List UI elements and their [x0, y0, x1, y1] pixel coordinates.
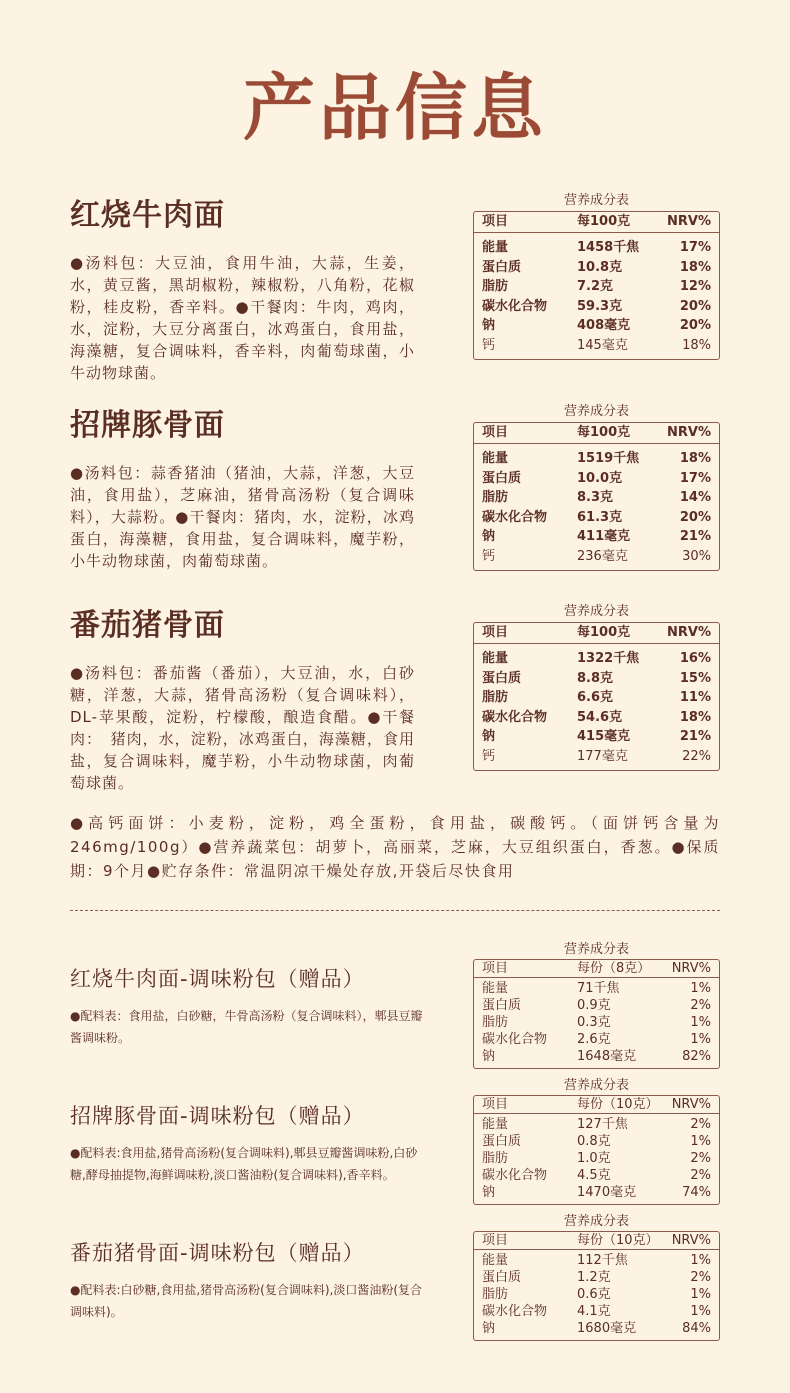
nutrition-row — [474, 1252, 719, 1269]
nutrient-nrv: 1% — [690, 1304, 711, 1319]
nutrition-title: 营养成分表 — [563, 1078, 629, 1093]
nutrient-amount: 0.8克 — [577, 1134, 611, 1149]
nutrient-amount: 8.3克 — [577, 490, 614, 505]
nutrient-name: 脂肪 — [482, 1287, 509, 1302]
nutrient-name: 脂肪 — [482, 1151, 509, 1166]
packet-name: 红烧牛肉面-调味粉包 — [70, 967, 277, 991]
nutrient-nrv: 21% — [679, 529, 711, 544]
nutrition-row — [474, 1303, 719, 1320]
header-nrv: NRV% — [667, 625, 711, 640]
header-per: 每100克 — [577, 625, 631, 640]
nutrient-name: 钠 — [482, 1049, 496, 1064]
nutrient-amount: 1.2克 — [577, 1270, 611, 1285]
nutrition-row — [474, 1320, 719, 1337]
nutrient-amount: 1458千焦 — [577, 240, 640, 255]
nutrient-name: 能量 — [482, 451, 509, 466]
nutrient-name: 碳水化合物 — [482, 1304, 548, 1319]
nutrient-name: 碳水化合物 — [482, 709, 548, 725]
nutrition-row — [474, 747, 719, 767]
nutrient-nrv: 1% — [690, 981, 711, 996]
nutrient-nrv: 20% — [679, 298, 711, 314]
product-name: 番茄猪骨面 — [70, 608, 225, 643]
nutrition-row — [474, 1031, 719, 1048]
nutrient-name: 脂肪 — [482, 490, 509, 505]
nutrient-nrv: 11% — [679, 690, 711, 705]
nutrient-amount: 1470毫克 — [577, 1185, 637, 1200]
nutrient-nrv: 1% — [690, 1134, 711, 1149]
nutrient-amount: 4.5克 — [577, 1168, 611, 1183]
nutrition-row — [474, 258, 719, 278]
product-ingredients: ●汤料包：蒜香猪油（猪油，大蒜，洋葱，大豆油，食用盐），芝麻油，猪骨高汤粉（复合调味料），大蒜粉。●干餐肉：猪肉，水，淀粉，冰鸡蛋白，海藻糖，食用盐，复合调味料，魔芋粉，小牛动物球菌，肉葡萄球菌。 — [70, 464, 415, 570]
nutrition-header-row — [474, 1096, 719, 1114]
nutrient-nrv: 16% — [679, 651, 711, 666]
header-item: 项目 — [482, 1233, 509, 1248]
packet-nutrition-table-3 — [473, 1213, 720, 1341]
nutrient-nrv: 18% — [679, 451, 711, 466]
nutrient-amount: 127千焦 — [577, 1117, 628, 1132]
header-nrv: NRV% — [671, 1233, 711, 1248]
nutrient-nrv: 2% — [690, 1151, 711, 1166]
nutrient-name: 脂肪 — [482, 690, 509, 705]
general-info: ●高钙面饼：小麦粉，淀粉，鸡全蛋粉，食用盐，碳酸钙。（面饼钙含量为246mg/100g）●营养蔬菜包：胡萝卜，高丽菜，芝麻，大豆组织蛋白，香葱。●保质期：9个月●贮存条件：常温阴凉干燥处存放,开袋后尽快食用 — [70, 814, 720, 880]
header-item: 项目 — [482, 1097, 509, 1112]
nutrition-header-row — [474, 623, 719, 644]
nutrient-amount: 145毫克 — [577, 337, 628, 353]
nutrition-row — [474, 547, 719, 567]
nutrient-amount: 177毫克 — [577, 748, 628, 764]
nutrition-table-1 — [473, 191, 720, 360]
nutrient-amount: 10.0克 — [577, 470, 623, 486]
product-name: 招牌豚骨面 — [70, 408, 225, 443]
product-section-2 — [70, 400, 415, 572]
nutrient-name: 钠 — [482, 318, 496, 333]
nutrient-amount: 0.9克 — [577, 998, 611, 1013]
nutrient-nrv: 18% — [679, 709, 711, 725]
nutrition-title: 营养成分表 — [563, 942, 629, 957]
nutrient-nrv: 2% — [690, 1168, 711, 1183]
nutrition-row — [474, 508, 719, 528]
nutrient-nrv: 20% — [679, 318, 711, 333]
nutrition-row — [474, 727, 719, 747]
nutrition-header-row — [474, 1232, 719, 1250]
nutrition-row — [474, 488, 719, 508]
nutrient-amount: 54.6克 — [577, 709, 623, 725]
nutrient-amount: 10.8克 — [577, 259, 623, 275]
nutrient-name: 蛋白质 — [482, 1134, 522, 1149]
nutrient-nrv: 1% — [690, 1032, 711, 1047]
nutrition-title: 营养成分表 — [563, 404, 629, 419]
packet-name: 番茄猪骨面-调味粉包 — [70, 1241, 277, 1265]
packet-ingredients: ●配料表：食用盐，白砂糖，牛骨高汤粉（复合调味料），郫县豆瓣酱调味粉。 — [70, 1009, 423, 1045]
nutrient-name: 脂肪 — [482, 1015, 509, 1030]
nutrient-nrv: 1% — [690, 1287, 711, 1302]
nutrient-nrv: 2% — [690, 998, 711, 1013]
nutrition-row — [474, 669, 719, 689]
nutrient-name: 蛋白质 — [482, 670, 522, 686]
header-per: 每份（10克） — [577, 1097, 659, 1112]
packet-nutrition-table-2 — [473, 1077, 720, 1205]
nutrient-name: 钙 — [482, 548, 496, 564]
nutrient-nrv: 17% — [679, 240, 711, 255]
product-section-3 — [70, 600, 415, 794]
header-per: 每份（10克） — [577, 1233, 659, 1248]
product-name: 红烧牛肉面 — [70, 198, 225, 233]
header-nrv: NRV% — [667, 214, 711, 229]
nutrient-name: 碳水化合物 — [482, 298, 548, 314]
nutrient-amount: 112千焦 — [577, 1253, 628, 1268]
nutrient-amount: 1519千焦 — [577, 451, 640, 466]
product-ingredients: ●汤料包：大豆油，食用牛油，大蒜，生姜，水，黄豆酱，黑胡椒粉，辣椒粉，八角粉，花椒粉，桂皮粉，香辛料。●干餐肉：牛肉，鸡肉，水，淀粉，大豆分离蛋白，冰鸡蛋白，食用盐，海藻糖，复合调味料，香辛料，肉葡萄球菌，小牛动物球菌。 — [70, 254, 415, 382]
nutrient-amount: 8.8克 — [577, 670, 614, 686]
header-per: 每份（8克） — [577, 961, 651, 976]
nutrient-amount: 4.1克 — [577, 1304, 611, 1319]
nutrient-name: 蛋白质 — [482, 259, 522, 275]
nutrition-row — [474, 1133, 719, 1150]
nutrient-name: 蛋白质 — [482, 470, 522, 486]
nutrient-name: 蛋白质 — [482, 1270, 522, 1285]
nutrient-nrv: 20% — [679, 509, 711, 525]
nutrition-row — [474, 1048, 719, 1065]
nutrient-name: 能量 — [482, 1253, 509, 1268]
nutrition-row — [474, 1014, 719, 1031]
nutrient-nrv: 12% — [679, 279, 711, 294]
nutrition-title: 营养成分表 — [563, 604, 629, 619]
nutrient-amount: 1680毫克 — [577, 1321, 637, 1336]
nutrient-name: 能量 — [482, 651, 509, 666]
packet-name-line — [70, 1237, 430, 1267]
nutrient-amount: 7.2克 — [577, 279, 614, 294]
nutrient-nrv: 14% — [679, 490, 711, 505]
packet-ingredients: ●配料表:食用盐,猪骨高汤粉(复合调味料),郫县豆瓣酱调味粉,白砂糖,酵母抽提物,海鲜调味粉,淡口酱油粉(复合调味料),香辛料。 — [70, 1146, 418, 1182]
nutrient-name: 钠 — [482, 1321, 496, 1336]
nutrition-row — [474, 1116, 719, 1133]
nutrient-amount: 71千焦 — [577, 981, 620, 996]
nutrient-amount: 2.6克 — [577, 1032, 611, 1047]
nutrient-amount: 59.3克 — [577, 298, 623, 314]
nutrition-row — [474, 277, 719, 297]
nutrient-name: 蛋白质 — [482, 998, 522, 1013]
nutrient-nrv: 84% — [682, 1321, 711, 1336]
packet-nutrition-table-1 — [473, 941, 720, 1069]
nutrient-name: 碳水化合物 — [482, 1032, 548, 1047]
nutrition-header-row — [474, 212, 719, 233]
nutrient-amount: 6.6克 — [577, 690, 614, 705]
nutrient-nrv: 2% — [690, 1270, 711, 1285]
nutrition-row — [474, 688, 719, 708]
nutrition-title: 营养成分表 — [563, 1214, 629, 1229]
nutrient-name: 钙 — [482, 337, 496, 353]
packet-ingredients: ●配料表:白砂糖,食用盐,猪骨高汤粉(复合调味料),淡口酱油粉(复合调味料)。 — [70, 1283, 423, 1319]
nutrient-nrv: 15% — [679, 670, 711, 686]
nutrition-header-row — [474, 960, 719, 978]
header-item: 项目 — [482, 214, 509, 229]
nutrient-name: 能量 — [482, 1117, 509, 1132]
nutrition-row — [474, 980, 719, 997]
header-per: 每100克 — [577, 214, 631, 229]
nutrient-name: 钠 — [482, 729, 496, 744]
nutrition-row — [474, 997, 719, 1014]
nutrient-amount: 236毫克 — [577, 548, 628, 564]
nutrient-nrv: 18% — [679, 259, 711, 275]
page-title: 产品信息 — [242, 66, 547, 150]
header-nrv: NRV% — [671, 1097, 711, 1112]
seasoning-packet-3 — [70, 1237, 430, 1323]
header-nrv: NRV% — [671, 961, 711, 976]
nutrition-table-3 — [473, 602, 720, 771]
nutrition-title: 营养成分表 — [563, 193, 629, 208]
header-per: 每100克 — [577, 425, 631, 440]
nutrition-table-2 — [473, 402, 720, 571]
nutrient-name: 能量 — [482, 981, 509, 996]
nutrient-nrv: 2% — [690, 1117, 711, 1132]
nutrient-name: 脂肪 — [482, 279, 509, 294]
nutrition-row — [474, 1167, 719, 1184]
nutrition-row — [474, 1269, 719, 1286]
nutrition-row — [474, 336, 719, 356]
nutrition-row — [474, 469, 719, 489]
nutrient-nrv: 82% — [682, 1049, 711, 1064]
nutrition-header-row — [474, 423, 719, 444]
nutrition-row — [474, 1286, 719, 1303]
nutrient-name: 碳水化合物 — [482, 509, 548, 525]
nutrient-name: 能量 — [482, 240, 509, 255]
nutrient-nrv: 21% — [679, 729, 711, 744]
nutrient-nrv: 1% — [690, 1015, 711, 1030]
product-ingredients: ●汤料包：番茄酱（番茄），大豆油，水，白砂糖，洋葱，大蒜，猪骨高汤粉（复合调味料），DL-苹果酸，淀粉，柠檬酸，酿造食醋。●干餐肉： 猪肉，水，淀粉，冰鸡蛋白，海藻糖，食用盐，复合调味料，魔芋粉，小牛动物球菌，肉葡萄球菌。 — [70, 664, 415, 792]
nutrient-amount: 0.3克 — [577, 1015, 611, 1030]
nutrient-nrv: 74% — [682, 1185, 711, 1200]
nutrition-row — [474, 649, 719, 669]
header-nrv: NRV% — [667, 425, 711, 440]
nutrient-nrv: 18% — [682, 337, 711, 353]
nutrient-name: 钙 — [482, 748, 496, 764]
nutrition-row — [474, 297, 719, 317]
nutrition-row — [474, 1150, 719, 1167]
nutrition-row — [474, 238, 719, 258]
packet-name-line — [70, 1100, 430, 1130]
seasoning-packet-2 — [70, 1100, 430, 1186]
nutrient-nrv: 30% — [682, 548, 711, 564]
nutrient-amount: 1648毫克 — [577, 1049, 637, 1064]
nutrient-amount: 1322千焦 — [577, 651, 640, 666]
packet-name-line — [70, 963, 430, 993]
nutrition-row — [474, 449, 719, 469]
header-item: 项目 — [482, 961, 509, 976]
nutrient-name: 钠 — [482, 1185, 496, 1200]
nutrient-nrv: 22% — [682, 748, 711, 764]
nutrition-row — [474, 527, 719, 547]
gift-label: （赠品） — [276, 1241, 365, 1265]
nutrient-name: 碳水化合物 — [482, 1168, 548, 1183]
product-section-1 — [70, 190, 415, 384]
nutrient-amount: 1.0克 — [577, 1151, 611, 1166]
dashed-divider — [70, 910, 720, 911]
header-item: 项目 — [482, 625, 509, 640]
nutrition-row — [474, 316, 719, 336]
nutrient-amount: 411毫克 — [577, 529, 631, 544]
seasoning-packet-1 — [70, 963, 430, 1049]
gift-label: （赠品） — [276, 1104, 365, 1128]
packet-name: 招牌豚骨面-调味粉包 — [70, 1104, 277, 1128]
nutrient-nrv: 1% — [690, 1253, 711, 1268]
nutrition-row — [474, 708, 719, 728]
nutrient-amount: 61.3克 — [577, 509, 623, 525]
nutrition-row — [474, 1184, 719, 1201]
nutrient-amount: 408毫克 — [577, 318, 631, 333]
nutrient-amount: 0.6克 — [577, 1287, 611, 1302]
nutrient-name: 钠 — [482, 529, 496, 544]
gift-label: （赠品） — [276, 967, 365, 991]
nutrient-nrv: 17% — [679, 470, 711, 486]
header-item: 项目 — [482, 425, 509, 440]
nutrient-amount: 415毫克 — [577, 729, 631, 744]
